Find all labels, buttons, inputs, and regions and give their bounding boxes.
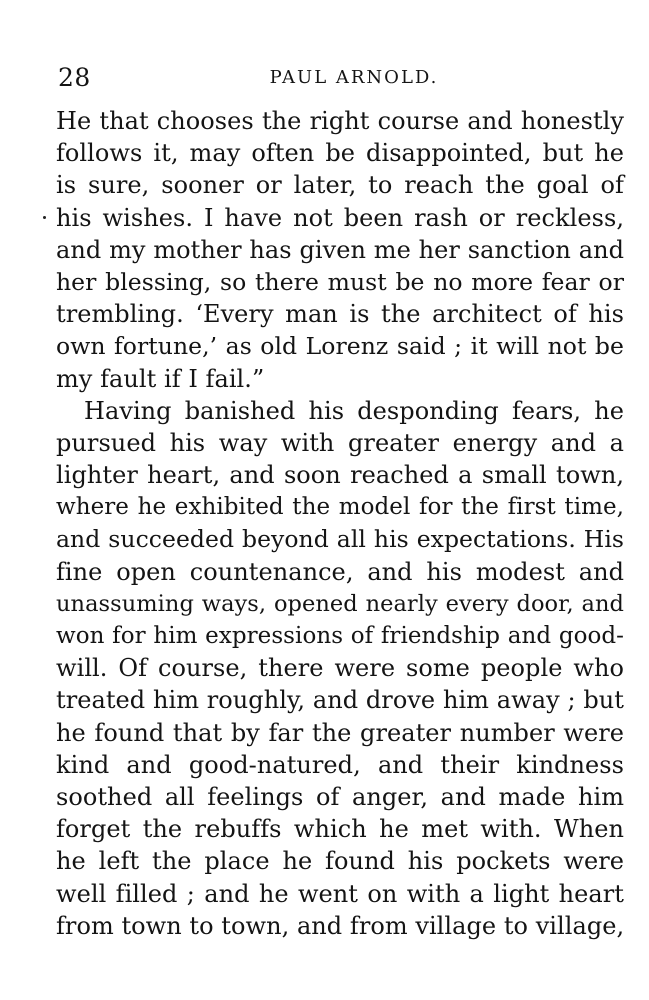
text-line: her blessing, so there must be no more fear or	[56, 267, 624, 296]
text-line: kind and good-natured, and their kindness	[56, 750, 624, 779]
text-line: Having banished his desponding fears, he	[84, 396, 624, 425]
text-line: won for him expressions of friendship and good-	[56, 623, 624, 649]
page-number: 28	[58, 63, 91, 92]
running-title: PAUL ARNOLD.	[269, 67, 439, 88]
text-line: forget the rebuffs which he met with. When	[56, 815, 624, 844]
text-line: soothed all feelings of anger, and made him	[56, 782, 624, 811]
text-line: is sure, sooner or later, to reach the goal of	[56, 171, 624, 200]
text-line: He that chooses the right course and honestly	[56, 107, 624, 135]
text-line: my fault if I fail.”	[56, 364, 265, 393]
text-line: his wishes. I have not been rash or reckless,	[56, 203, 624, 232]
paragraph-2	[56, 395, 624, 942]
text-line: he found that by far the greater number were	[56, 718, 624, 747]
text-line: well filled ; and he went on with a light heart	[56, 879, 624, 908]
running-head	[58, 64, 610, 94]
text-line: where he exhibited the model for the first time,	[56, 494, 624, 521]
text-line: pursued his way with greater energy and a	[56, 428, 624, 457]
paragraph-1	[56, 105, 624, 395]
text-line: and my mother has given me her sanction and	[56, 235, 624, 264]
text-line: will. Of course, there were some people who	[56, 654, 624, 683]
text-line: own fortune,’ as old Lorenz said ; it will not be	[56, 332, 624, 361]
text-line: unassuming ways, opened nearly every door, and	[56, 590, 624, 617]
text-line: he left the place he found his pockets were	[56, 847, 624, 876]
text-line: trembling. ‘Every man is the architect of his	[56, 300, 624, 329]
text-line: lighter heart, and soon reached a small town,	[56, 461, 624, 490]
text-line: fine open countenance, and his modest and	[56, 557, 624, 586]
text-line: from town to town, and from village to village,	[56, 911, 625, 940]
text-line: follows it, may often be disappointed, but he	[56, 139, 624, 168]
margin-dot-mark	[43, 216, 46, 219]
text-line: treated him roughly, and drove him away ; but	[56, 686, 624, 715]
body-text	[56, 105, 624, 942]
text-line: and succeeded beyond all his expectations. His	[56, 525, 624, 554]
